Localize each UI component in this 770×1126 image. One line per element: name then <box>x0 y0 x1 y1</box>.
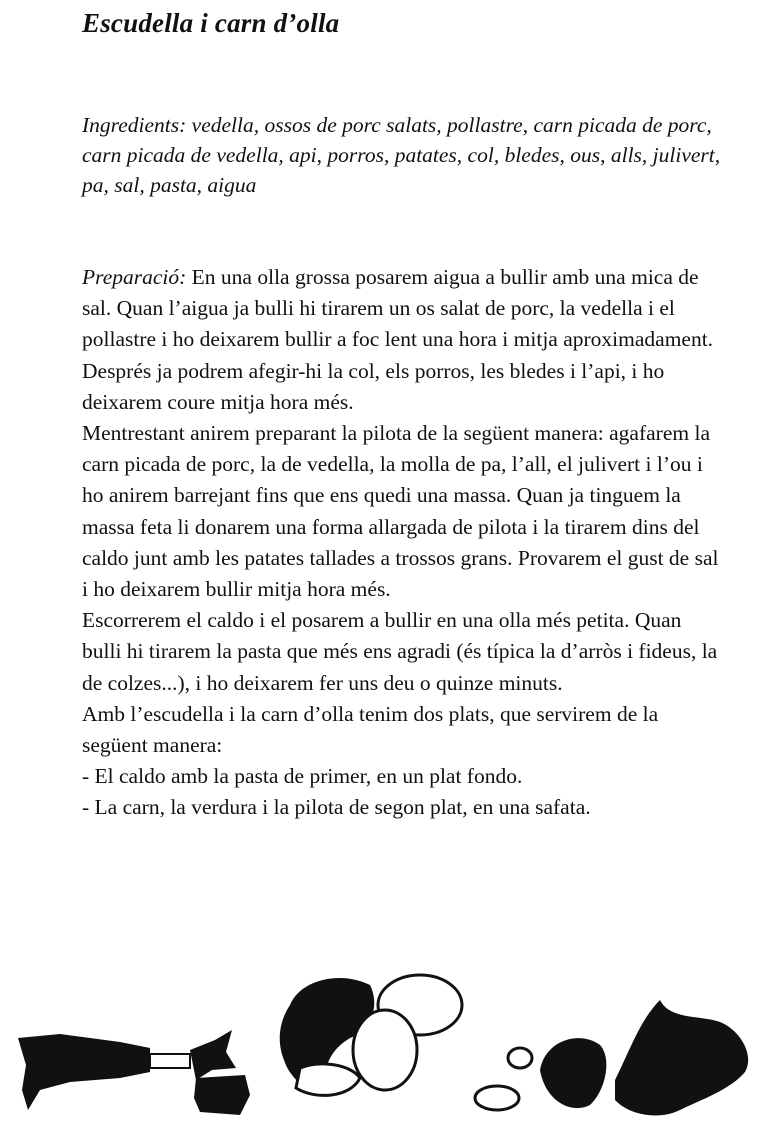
meat-slice-icon <box>296 1064 360 1096</box>
preparation-paragraph-1 <box>82 262 722 418</box>
preparation-paragraph-1-text: En una olla grossa posarem aigua a bullir amb una mica de sal. Quan l’aigua ja bulli hi tirarem un os salat de porc, la vedella i el pollastre i ho deixarem bullir a foc lent una hora i mitja aproximadament. Després ja podrem afegir-hi la col, els porros, les bledes i l’api, i ho deixarem coure mitja hora més. <box>82 265 714 414</box>
preparation-text <box>82 262 722 824</box>
serving-line-1: - El caldo amb la pasta de primer, en un plat fondo. <box>82 764 523 789</box>
chard-icon <box>615 1000 748 1115</box>
preparation-paragraph-4: Amb l’escudella i la carn d’olla tenim dos plats, que servirem de la següent manera: <box>82 701 659 758</box>
leek-icon <box>18 1034 150 1110</box>
small-potato-icon <box>475 1086 519 1110</box>
egg-icon <box>508 1048 532 1068</box>
potato-icon-2 <box>353 1010 417 1090</box>
serving-line-2: - La carn, la verdura i la pilota de segon plat, en una safata. <box>82 795 591 820</box>
vegetables-illustration-icon <box>0 960 770 1126</box>
page-title: Escudella i carn d’olla <box>82 8 340 38</box>
ingredients-list: Ingredients: vedella, ossos de porc salats, pollastre, carn picada de porc, carn picada de vedella, api, porros, patates, col, bledes, ous, alls, julivert, pa, sal, pasta, aigua <box>82 113 721 197</box>
bean-icon <box>540 1038 606 1108</box>
leek-root-icon <box>190 1030 236 1080</box>
preparation-paragraph-3: Escorrerem el caldo i el posarem a bullir en una olla més petita. Quan bulli hi tirarem la pasta que més ens agradi (és típica la d’arròs i fideus, la de colzes...), i ho deixarem fer uns deu o quinze minuts. <box>82 608 718 695</box>
preparation-label: Preparació: <box>82 265 187 289</box>
herb-bunch-icon <box>194 1075 250 1115</box>
preparation-paragraph-2: Mentrestant anirem preparant la pilota de la següent manera: agafarem la carn picada de porc, la de vedella, la molla de pa, l’all, el julivert i l’ou i ho anirem barrejant fins que ens quedi una massa. Quan ja tinguem la massa feta li donarem una forma allargada de pilota i la tirarem dins del caldo junt amb les patates tallades a trossos grans. Provarem el gust de sal i ho deixarem bullir mitja hora més. <box>82 421 719 602</box>
leek-stem-icon <box>150 1054 190 1068</box>
